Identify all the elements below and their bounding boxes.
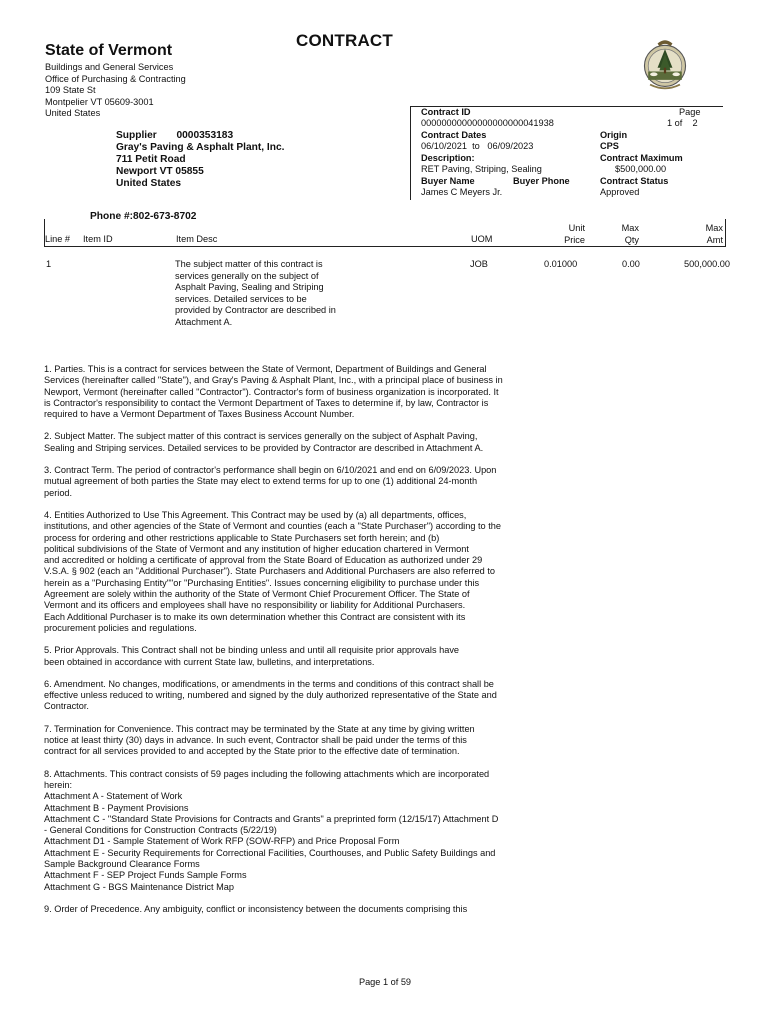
row-desc-line: Asphalt Paving, Sealing and Striping [175,282,324,292]
contract-dates-label: Contract Dates [421,130,487,140]
row-max-qty: 0.00 [622,259,640,269]
body-line: is Contractor's responsibility to contact the Vermont Department of Taxes to determine if, by law, Contractor is [44,397,489,408]
agency-line: United States [45,108,101,118]
col-unit-price-line2: Price [564,234,585,245]
origin-value: CPS [600,141,619,151]
page-value: 1 of 2 [667,118,698,128]
body-line: political subdivisions of the State of Vermont and any institution of higher education chartered in Vermont [44,543,469,554]
body-line: period. [44,487,73,498]
body-line: herein: [44,779,73,790]
body-line: Attachment C - "Standard State Provisions for Contracts and Grants" a preprinted form (12/15/17) Attachment D [44,813,499,824]
body-line: mutual agreement of both parties the State may elect to extend terms for up to one (1) additional 24-month [44,476,478,487]
page-footer: Page 1 of 59 [358,977,412,987]
contract-body [44,364,550,926]
body-line: institutions, and other agencies of the State of Vermont and counties (each a "State Purchaser") according to the [44,521,501,532]
paragraph-prior-approvals [44,645,550,668]
supplier-label: Supplier [116,130,157,141]
body-line: V.S.A. § 902 (each an "Additional Purchaser"). State Purchasers and Additional Purchasers are also referred to [44,566,496,577]
agency-line: Buildings and General Services [45,62,174,72]
paragraph-termination [44,724,550,758]
description-label: Description: [421,153,475,163]
body-line: 4. Entities Authorized to Use This Agreement. This Contract may be used by (a) all departments, offices, [44,509,467,520]
body-line: Attachment D1 - Sample Statement of Work RFP (SOW-RFP) and Price Proposal Form [44,836,400,847]
body-line: required to have a Vermont Department of Taxes Business Account Number. [44,409,355,420]
paragraph-contract-term [44,465,550,499]
col-max-amt [685,223,723,246]
row-unit-price: 0.01000 [544,259,578,269]
row-desc-line: services. Detailed services to be [175,293,307,304]
body-line: process for ordering and other restrictions applicable to State Purchasers set forth herein; and (b) [44,532,440,543]
body-line: 1. Parties. This is a contract for services between the State of Vermont, Department of Buildings and General [44,364,487,374]
paragraph-amendment [44,679,550,713]
body-line: 7. Termination for Convenience. This contract may be terminated by the State at any time by giving written [44,723,475,734]
row-max-amt: 500,000.00 [684,259,730,269]
body-line: Services (hereinafter called "State"), and Gray's Paving & Asphalt Plant, Inc., with a principal place of business in [44,375,503,386]
col-max-qty-line1: Max [621,223,639,233]
body-line: 2. Subject Matter. The subject matter of this contract is services generally on the subject of Asphalt Paving, [44,431,478,442]
page-label: Page [679,107,701,117]
contract-id-value: 00000000000000000000041938 [421,118,554,128]
supplier-city: Newport VT 05855 [116,166,204,177]
body-line: Attachment G - BGS Maintenance District Map [44,881,234,892]
row-desc-line: services generally on the subject of [175,270,319,281]
paragraph-attachments [44,769,550,893]
contract-id-label: Contract ID [421,107,471,117]
body-line: and accredited or holding a certificate of approval from the State Board of Education as authorized under 29 [44,555,483,566]
col-uom: UOM [471,234,493,244]
body-line: - General Conditions for Construction Contracts (5/22/19) [44,825,277,836]
body-line: effective unless reduced to writing, numbered and signed by the duly authorized representative of the State and [44,690,497,701]
body-line: 6. Amendment. No changes, modifications, or amendments in the terms and conditions of this contract shall be [44,678,494,689]
supplier-number: 0000353183 [176,130,234,141]
vermont-seal-icon [637,36,693,92]
row-desc-line: The subject matter of this contract is [175,259,323,269]
body-line: Attachment A - Statement of Work [44,791,183,802]
col-line: Line # [45,234,71,244]
paragraph-subject-matter [44,431,550,454]
document-title: CONTRACT [296,31,393,50]
col-max-qty-line2: Qty [624,234,639,245]
col-item-id: Item ID [83,234,113,244]
supplier-name: Gray's Paving & Asphalt Plant, Inc. [116,142,285,153]
paragraph-entities-authorized [44,510,550,634]
body-line: herein as a "Purchasing Entity""or "Purchasing Entities". Issues concerning eligibility to purchase under this [44,577,480,588]
body-line: Sample Background Clearance Forms [44,858,200,869]
row-line-number: 1 [46,259,52,269]
contract-info-box [410,106,723,200]
body-line: been obtained in accordance with current State law, bulletins, and interpretations. [44,656,375,667]
row-desc-line: Attachment A. [175,316,233,327]
row-desc-line: provided by Contractor are described in [175,305,336,315]
buyer-phone-label: Buyer Phone [513,176,570,186]
body-line: notice at least thirty (30) days in advance. In such event, Contractor shall be paid under the terms of this [44,735,467,746]
col-max-amt-line1: Max [705,223,723,233]
contract-dates-value: 06/10/2021 to 06/09/2023 [421,141,534,151]
agency-line: Office of Purchasing & Contracting [45,73,186,84]
body-line: 8. Attachments. This contract consists of 59 pages including the following attachments which are incorporated [44,768,490,779]
contract-maximum-value: $500,000.00 [615,164,667,174]
paragraph-order-of-precedence [44,904,550,915]
body-line: Attachment B - Payment Provisions [44,802,189,813]
line-items-header [44,219,726,247]
contract-status-label: Contract Status [600,176,669,186]
body-line: Each Additional Purchaser is to make its own determination whether this Contract are consistent with its [44,611,466,622]
body-line: Attachment E - Security Requirements for Correctional Facilities, Courthouses, and Public Safety Buildings and [44,847,496,858]
body-line: 5. Prior Approvals. This Contract shall not be binding unless and until all requisite prior approvals have [44,645,460,656]
body-line: Sealing and Striping services. Detailed services to be provided by Contractor are described in Attachment A. [44,442,484,453]
contract-status-value: Approved [600,187,640,197]
supplier-id-line [116,130,285,142]
body-line: contract for all services provided to and accepted by the State prior to the effective date of termination. [44,746,460,757]
col-max-qty [615,223,639,246]
supplier-street: 711 Petit Road [116,154,186,165]
body-line: 3. Contract Term. The period of contractor's performance shall begin on 6/10/2021 and end on 6/09/2023. Upon [44,465,497,476]
col-unit-price [545,223,585,246]
agency-address [45,62,186,120]
supplier-country: United States [116,178,182,189]
agency-line: Montpelier VT 05609-3001 [45,96,154,107]
body-line: procurement policies and regulations. [44,622,197,633]
supplier-block [116,130,285,190]
body-line: Vermont and its officers and employees shall have no responsibility or liability for Additional Purchasers. [44,600,466,611]
supplier-phone: Phone #:802-673-8702 [90,211,197,222]
body-line: Newport, Vermont (hereinafter called "Contractor"). Contractor's form of business organization is incorporated. It [44,386,499,397]
row-uom: JOB [470,259,488,269]
body-line: 9. Order of Precedence. Any ambiguity, conflict or inconsistency between the documents comprising this [44,903,468,914]
buyer-name-label: Buyer Name [421,176,475,186]
body-line: Attachment F - SEP Project Funds Sample Forms [44,870,247,881]
agency-line: 109 State St [45,85,96,95]
buyer-name-value: James C Meyers Jr. [421,187,503,197]
description-value: RET Paving, Striping, Sealing [421,164,542,174]
row-item-desc [175,259,365,328]
col-max-amt-line2: Amt [706,234,723,245]
col-unit-price-line1: Unit [568,223,585,233]
body-line: Agreement are solely within the authority of the State of Vermont Chief Procurement Officer. The State of [44,589,470,600]
state-name: State of Vermont [45,42,173,59]
origin-label: Origin [600,130,628,140]
col-item-desc: Item Desc [176,234,218,244]
contract-maximum-label: Contract Maximum [600,153,683,163]
paragraph-parties [44,364,550,420]
body-line: Contractor. [44,701,89,712]
